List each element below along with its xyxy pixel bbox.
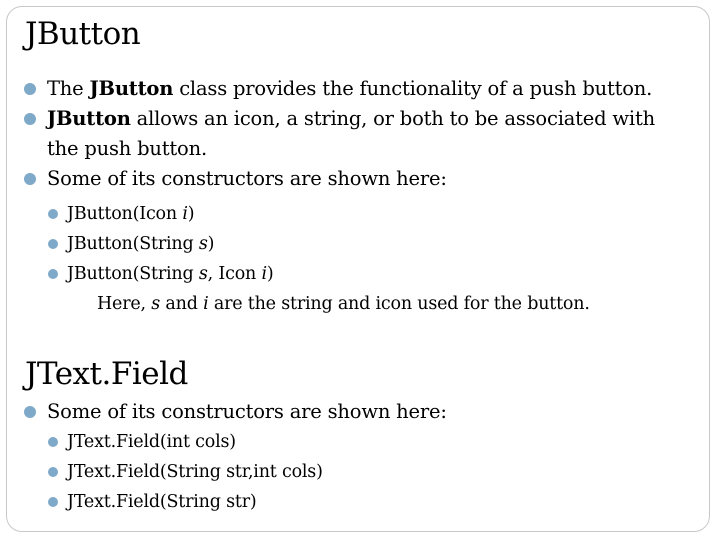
bullet-icon — [48, 269, 58, 279]
jbutton-keyword: JButton — [47, 107, 131, 130]
jbutton-bullet-list — [24, 74, 655, 194]
bullet-icon — [24, 173, 36, 185]
bullet-icon — [24, 83, 36, 95]
bullet-icon — [48, 497, 58, 507]
bullet-icon — [24, 113, 36, 125]
jbutton-heading: JButton — [25, 16, 141, 52]
bullet-icon — [48, 239, 58, 249]
jbutton-constructor-list — [48, 199, 274, 289]
bullet-icon — [48, 467, 58, 477]
jbutton-bullet-3: Some of its constructors are shown here: — [24, 164, 655, 194]
jbutton-constructor-item: JButton(String s) — [48, 229, 274, 259]
jtextfield-constructor-item: JText.Field(int cols) — [48, 427, 323, 457]
jtextfield-constructor-item: JText.Field(String str,int cols) — [48, 457, 323, 487]
jbutton-note: Here, s and i are the string and icon used for the button. — [97, 294, 590, 314]
jbutton-constructor-item: JButton(Icon i) — [48, 199, 274, 229]
bullet-icon — [24, 406, 36, 418]
jtextfield-constructor-list — [48, 427, 323, 517]
jtextfield-bullet-1: Some of its constructors are shown here: — [24, 397, 447, 427]
jtextfield-constructor-item: JText.Field(String str) — [48, 487, 323, 517]
jbutton-bullet-2: JButton allows an icon, a string, or both to be associated with the push button. — [24, 104, 655, 164]
jbutton-constructor-item: JButton(String s, Icon i) — [48, 259, 274, 289]
jtextfield-bullet-list — [24, 397, 447, 427]
jtextfield-heading: JText.Field — [25, 356, 188, 392]
bullet-icon — [48, 209, 58, 219]
bullet-icon — [48, 437, 58, 447]
jbutton-bullet-1: The JButton class provides the functionality of a push button. — [24, 74, 655, 104]
jbutton-keyword: JButton — [89, 77, 174, 100]
